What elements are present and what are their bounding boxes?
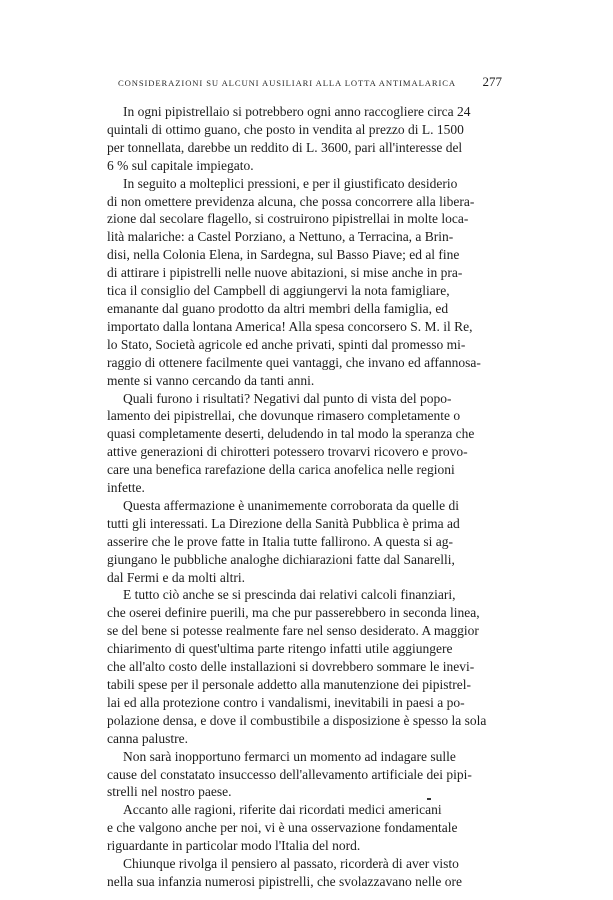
text-line: nella sua infanzia numerosi pipistrelli, che svolazzavano nelle ore bbox=[107, 873, 462, 889]
text-line: mente si vanno cercando da tanti anni. bbox=[107, 372, 315, 388]
text-line: tica il consiglio del Campbell di aggiungervi la nota famigliare, bbox=[107, 283, 450, 299]
text-line: riguardante in particolar modo l'Italia del nord. bbox=[107, 838, 361, 854]
text-line: asserire che le prove fatte in Italia tutte fallirono. A questa si ag- bbox=[107, 533, 453, 549]
text-line: di attirare i pipistrelli nelle nuove abitazioni, si mise anche in pra- bbox=[107, 265, 463, 281]
text-line: disi, nella Colonia Elena, in Sardegna, sul Basso Piave; ed al fine bbox=[107, 247, 460, 263]
text-line: infette. bbox=[107, 480, 145, 496]
paragraph-causes bbox=[107, 748, 495, 802]
paragraph-reasons bbox=[107, 801, 495, 855]
text-line: quasi completamente deserti, deludendo in tal modo la speranza che bbox=[107, 426, 475, 442]
text-line: polazione densa, e dove il combustibile a disposizione è spesso la sola bbox=[107, 712, 487, 728]
paragraph-memory bbox=[107, 855, 495, 891]
text-line: quintali di ottimo guano, che posto in vendita al prezzo di L. 1500 bbox=[107, 121, 464, 137]
text-line: In ogni pipistrellaio si potrebbero ogni anno raccogliere circa 24 bbox=[123, 104, 471, 119]
page-number: 277 bbox=[482, 74, 502, 89]
text-line: strelli nel nostro paese. bbox=[107, 784, 232, 800]
text-line: Questa affermazione è unanimemente corroborata da quelle di bbox=[123, 497, 459, 513]
text-line: raggio di ottenere facilmente quei vantaggi, che invano ed affannosa- bbox=[107, 354, 481, 370]
text-line: E tutto ciò anche se si prescinda dai relativi calcoli finanziari, bbox=[123, 587, 456, 603]
text-line: Quali furono i risultati? Negativi dal punto di vista del popo- bbox=[123, 390, 452, 406]
text-line: lamento dei pipistrellai, che dovunque rimasero completamente o bbox=[107, 408, 461, 424]
paragraph-corroboration bbox=[107, 497, 495, 587]
text-line: attive generazioni di chirotteri potessero trovarvi ricovero e provo- bbox=[107, 444, 468, 460]
text-line: chiarimento di quest'ultima parte ritengo infatti utile aggiungere bbox=[107, 641, 453, 657]
ink-speck bbox=[427, 798, 431, 800]
paragraph-results bbox=[107, 390, 495, 497]
text-line: cause del constatato insuccesso dell'allevamento artificiale dei pipi- bbox=[107, 766, 472, 782]
text-line: emanante dal guano prodotto da altri membri della famiglia, ed bbox=[107, 300, 449, 316]
running-title: CONSIDERAZIONI SU ALCUNI AUSILIARI ALLA LOTTA ANTIMALARICA bbox=[118, 78, 456, 88]
text-line: tabili spese per il personale addetto alla manutenzione dei pipistrel- bbox=[107, 677, 471, 692]
text-line: Accanto alle ragioni, riferite dai ricordati medici americani bbox=[123, 802, 442, 818]
text-line: Non sarà inopportuno fermarci un momento ad indagare sulle bbox=[123, 748, 456, 764]
text-line: se del bene si potesse realmente fare nel senso desiderato. A maggior bbox=[107, 623, 479, 639]
text-line: Chiunque rivolga il pensiero al passato, ricorderà di aver visto bbox=[123, 856, 459, 872]
text-line: importato dalla lontana America! Alla spesa concorsero S. M. il Re, bbox=[107, 318, 473, 334]
text-line: dal Fermi e da molti altri. bbox=[107, 569, 245, 585]
text-line: di non omettere previdenza alcuna, che possa concorrere alla libera- bbox=[107, 193, 475, 209]
paragraph-bat-houses-built bbox=[107, 175, 495, 390]
text-line: In seguito a molteplici pressioni, e per il giustificato desiderio bbox=[123, 175, 458, 191]
text-line: lità malariche: a Castel Porziano, a Nettuno, a Terracina, a Brin- bbox=[107, 229, 454, 245]
text-line: 6 % sul capitale impiegato. bbox=[107, 157, 254, 173]
text-line: canna palustre. bbox=[107, 730, 188, 746]
text-line: giungano le pubbliche analoghe dichiarazioni fatte dal Sanarelli, bbox=[107, 551, 455, 567]
text-line: e che valgono anche per noi, vi è una osservazione fondamentale bbox=[107, 820, 458, 836]
text-line: zione dal secolare flagello, si costruirono pipistrellai in molte loca- bbox=[107, 211, 469, 227]
paragraph-guano-yield bbox=[107, 103, 495, 175]
text-line: lo Stato, Società agricole ed anche privati, spinti dal promesso mi- bbox=[107, 336, 466, 352]
text-line: lai ed alla protezione contro i vandalismi, inevitabili in paesi a po- bbox=[107, 694, 465, 710]
text-line: per tonnellata, darebbe un reddito di L. 3600, pari all'interesse del bbox=[107, 139, 463, 155]
text-line: care una benefica rarefazione della carica anofelica nelle regioni bbox=[107, 462, 455, 478]
text-line: tutti gli interessati. La Direzione della Sanità Pubblica è prima ad bbox=[107, 515, 460, 531]
paragraph-costs bbox=[107, 586, 495, 747]
text-line: che all'alto costo delle installazioni si dovrebbero sommare le inevi- bbox=[107, 659, 475, 675]
body-text bbox=[107, 103, 495, 891]
text-line: che oserei definire puerili, ma che pur passerebbero in seconda linea, bbox=[107, 605, 480, 621]
